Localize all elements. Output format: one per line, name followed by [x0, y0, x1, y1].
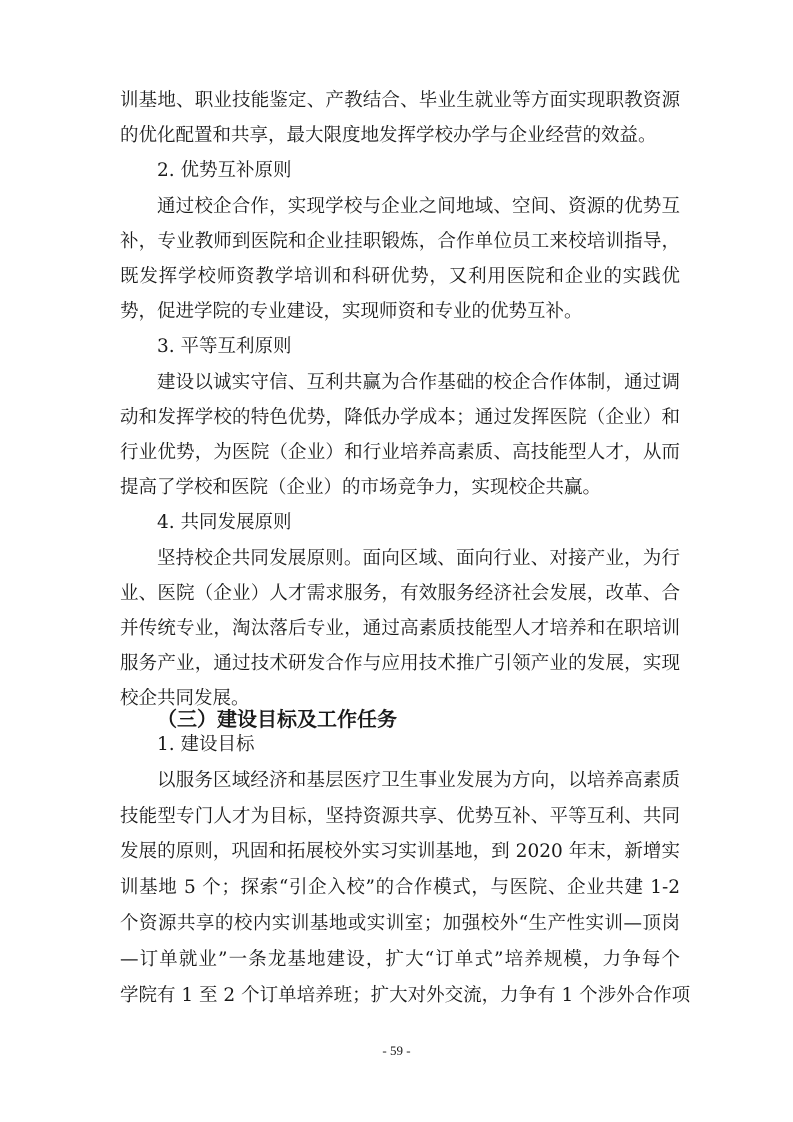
paragraph-line: 技能型专门人才为目标，坚持资源共享、优势互补、平等互利、共同 — [120, 806, 680, 827]
goal-heading: 1. 建设目标 — [157, 734, 255, 755]
paragraph-line: 动和发挥学校的特色优势，降低办学成本；通过发挥医院（企业）和 — [120, 407, 680, 428]
page-number: - 59 - — [382, 1043, 411, 1058]
paragraph-line: 校企共同发展。 — [120, 688, 250, 709]
paragraph-line: 既发挥学校师资教学培训和科研优势，又利用医院和企业的实践优 — [120, 266, 680, 287]
principle-heading: 2. 优势互补原则 — [157, 160, 292, 181]
paragraph-line: 提高了学校和医院（企业）的市场竞争力，实现校企共赢。 — [120, 477, 602, 498]
paragraph-line: 训基地、职业技能鉴定、产教结合、毕业生就业等方面实现职教资源 — [120, 90, 680, 111]
paragraph-line: 服务产业，通过技术研发合作与应用技术推广引领产业的发展，实现 — [120, 653, 680, 674]
paragraph-line: —订单就业”一条龙基地建设，扩大“订单式”培养规模，力争每个 — [120, 949, 680, 970]
paragraph-line: 补，专业教师到医院和企业挂职锻炼，合作单位员工来校培训指导， — [120, 231, 680, 252]
paragraph-line: 行业优势，为医院（企业）和行业培养高素质、高技能型人才，从而 — [120, 442, 680, 463]
paragraph-line: 学院有 1 至 2 个订单培养班；扩大对外交流，力争有 1 个涉外合作项 — [120, 985, 691, 1006]
paragraph-line: 个资源共享的校内实训基地或实训室；加强校外“生产性实训—顶岗 — [120, 913, 680, 934]
section-heading: （三）建设目标及工作任务 — [157, 707, 397, 731]
paragraph-line: 以服务区域经济和基层医疗卫生事业发展为方向，以培养高素质 — [157, 770, 680, 791]
paragraph-line: 业、医院（企业）人才需求服务，有效服务经济社会发展，改革、合 — [120, 583, 680, 604]
paragraph-line: 发展的原则，巩固和拓展校外实习实训基地，到 2020 年末，新增实 — [120, 841, 680, 862]
principle-heading: 4. 共同发展原则 — [157, 512, 292, 533]
paragraph-line: 建设以诚实守信、互利共赢为合作基础的校企合作体制，通过调 — [157, 372, 680, 393]
paragraph-line: 坚持校企共同发展原则。面向区域、面向行业、对接产业，为行 — [157, 548, 680, 569]
paragraph-line: 通过校企合作，实现学校与企业之间地域、空间、资源的优势互 — [157, 196, 680, 217]
paragraph-line: 并传统专业，淘汰落后专业，通过高素质技能型人才培养和在职培训 — [120, 618, 680, 639]
paragraph-line: 势，促进学院的专业建设，实现师资和专业的优势互补。 — [120, 301, 583, 322]
principle-heading: 3. 平等互利原则 — [157, 336, 292, 357]
paragraph-line: 的优化配置和共享，最大限度地发挥学校办学与企业经营的效益。 — [120, 125, 657, 146]
paragraph-line: 训基地 5 个；探索“引企入校”的合作模式，与医院、企业共建 1-2 — [120, 877, 680, 898]
